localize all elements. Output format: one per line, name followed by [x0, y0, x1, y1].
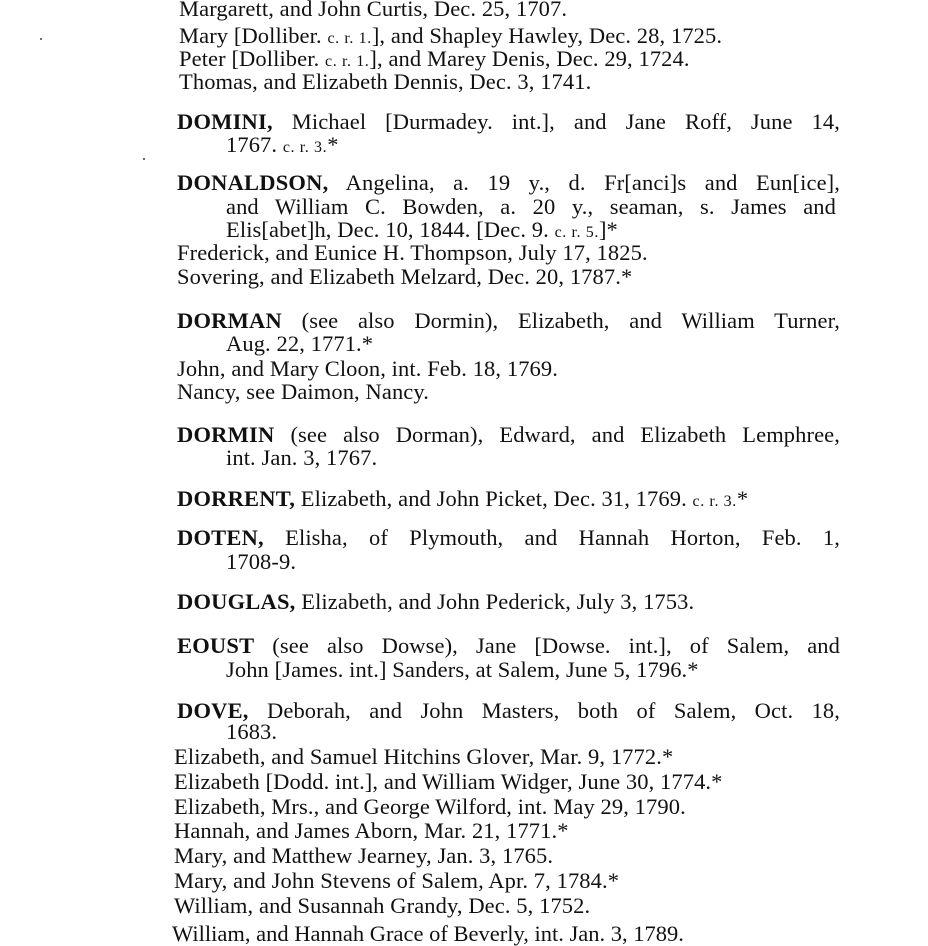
surname-heading: DOTEN,: [177, 525, 264, 550]
entry-line: [226, 658, 699, 682]
entry-text: Frederick, and Eunice H. Thompson, July 17, 1825.: [177, 240, 648, 265]
entry-line: [174, 894, 590, 918]
surname-heading: DORMIN: [177, 422, 275, 447]
entry-text: Elizabeth, Mrs., and George Wilford, int. May 29, 1790.: [174, 794, 686, 819]
entry-text: Elizabeth, and John Picket, Dec. 31, 1769.: [295, 486, 693, 511]
surname-heading: DONALDSON,: [177, 170, 329, 195]
entry-line: [177, 265, 632, 289]
entry-line: [177, 380, 429, 404]
entry-line: [179, 70, 591, 94]
entry-text: and William C. Bowden, a. 20 y., seaman, s. James and: [226, 194, 836, 219]
entry-text: ], and Marey Denis, Dec. 29, 1724.: [369, 46, 690, 71]
entry-text: Mary, and Matthew Jearney, Jan. 3, 1765.: [174, 843, 554, 868]
entry-text: Elizabeth, and John Pederick, July 3, 1753.: [295, 589, 695, 614]
surname-heading: DOUGLAS,: [177, 589, 296, 614]
surname-heading: DOMINI,: [177, 109, 273, 134]
entry-line: [179, 0, 567, 21]
surname-heading: DOVE,: [177, 698, 249, 723]
entry-text: John, and Mary Cloon, int. Feb. 18, 1769.: [177, 356, 558, 381]
entry-text: Hannah, and James Aborn, Mar. 21, 1771.*: [174, 818, 569, 843]
entry-text: William, and Susannah Grandy, Dec. 5, 1752.: [174, 893, 591, 918]
entry-line: [174, 844, 553, 868]
entry-text: 1767.: [226, 132, 283, 157]
entry-text: ], and Shapley Hawley, Dec. 28, 1725.: [371, 23, 723, 48]
entry-text: Peter [Dolliber.: [179, 46, 326, 71]
scan-speck: [143, 158, 145, 160]
entry-text: *: [327, 132, 339, 157]
entry-line: [226, 446, 377, 470]
entry-heading-line: [177, 526, 840, 550]
entry-text: Michael [Durmadey. int.], and Jane Roff, June 14,: [272, 109, 840, 134]
surname-heading: DORMAN: [177, 308, 282, 333]
scan-speck: [40, 38, 42, 40]
entry-text: Elis[abet]h, Dec. 10, 1844. [Dec. 9.: [226, 217, 555, 242]
entry-text: Elizabeth, and Samuel Hitchins Glover, Mar. 9, 1772.*: [174, 744, 674, 769]
entry-text: 1683.: [226, 719, 278, 744]
surname-heading: DORRENT,: [177, 486, 296, 511]
entry-text: *: [736, 486, 749, 511]
entry-line: [226, 133, 339, 160]
entry-line: [174, 770, 723, 794]
entry-text: (see also Dowse), Jane [Dowse. int.], of Salem, and: [254, 633, 840, 658]
entry-text: Deborah, and John Masters, both of Salem, Oct. 18,: [248, 698, 840, 723]
entry-heading-line: [177, 487, 748, 514]
entry-line: [174, 819, 569, 843]
record-source-ref: c. r. 3.: [692, 493, 737, 510]
entry-text: Angelina, a. 19 y., d. Fr[anci]s and Eun[ice],: [328, 170, 840, 195]
entry-text: int. Jan. 3, 1767.: [226, 445, 378, 470]
entry-line: [226, 195, 836, 219]
entry-text: John [James. int.] Sanders, at Salem, June 5, 1796.*: [226, 657, 699, 682]
entry-heading-line: [177, 110, 840, 134]
entry-text: Thomas, and Elizabeth Dennis, Dec. 3, 1741.: [179, 69, 592, 94]
record-source-ref: c. r. 1.: [327, 30, 372, 47]
entry-text: Elisha, of Plymouth, and Hannah Horton, Feb. 1,: [263, 525, 840, 550]
entry-line: [226, 720, 277, 744]
entry-heading-line: [177, 309, 840, 333]
entry-text: 1708-9.: [226, 549, 297, 574]
entry-text: Nancy, see Daimon, Nancy.: [177, 379, 429, 404]
entry-heading-line: [177, 590, 694, 614]
entry-text: Sovering, and Elizabeth Melzard, Dec. 20, 1787.*: [177, 264, 633, 289]
entry-line: [174, 745, 673, 769]
entry-text: (see also Dormin), Elizabeth, and William Turner,: [281, 308, 840, 333]
entry-text: (see also Dorman), Edward, and Elizabeth Lemphree,: [274, 422, 840, 447]
record-source-ref: c. r. 1.: [325, 53, 370, 70]
entry-text: ]*: [598, 217, 618, 242]
entry-text: Margarett, and John Curtis, Dec. 25, 1707.: [179, 0, 568, 21]
entry-line: [226, 332, 373, 356]
entry-line: [226, 550, 296, 574]
entry-line: [174, 795, 686, 819]
entry-text: William, and Hannah Grace of Beverly, int. Jan. 3, 1789.: [172, 921, 684, 946]
entry-text: Mary, and John Stevens of Salem, Apr. 7, 1784.*: [174, 868, 620, 893]
surname-heading: EOUST: [177, 633, 255, 658]
entry-text: Mary [Dolliber.: [179, 23, 328, 48]
entry-heading-line: [177, 171, 840, 195]
entry-text: Aug. 22, 1771.*: [226, 331, 374, 356]
cutoff-entry-line: [172, 921, 912, 946]
entry-heading-line: [177, 634, 840, 658]
entry-text: Elizabeth [Dodd. int.], and William Widger, June 30, 1774.*: [174, 769, 723, 794]
record-source-ref: c. r. 5.: [554, 224, 599, 241]
entry-heading-line: [177, 423, 840, 447]
entry-line: [177, 241, 648, 265]
record-source-ref: c. r. 3.: [282, 139, 328, 156]
entry-line: [174, 869, 619, 893]
entry-line: [177, 357, 558, 381]
